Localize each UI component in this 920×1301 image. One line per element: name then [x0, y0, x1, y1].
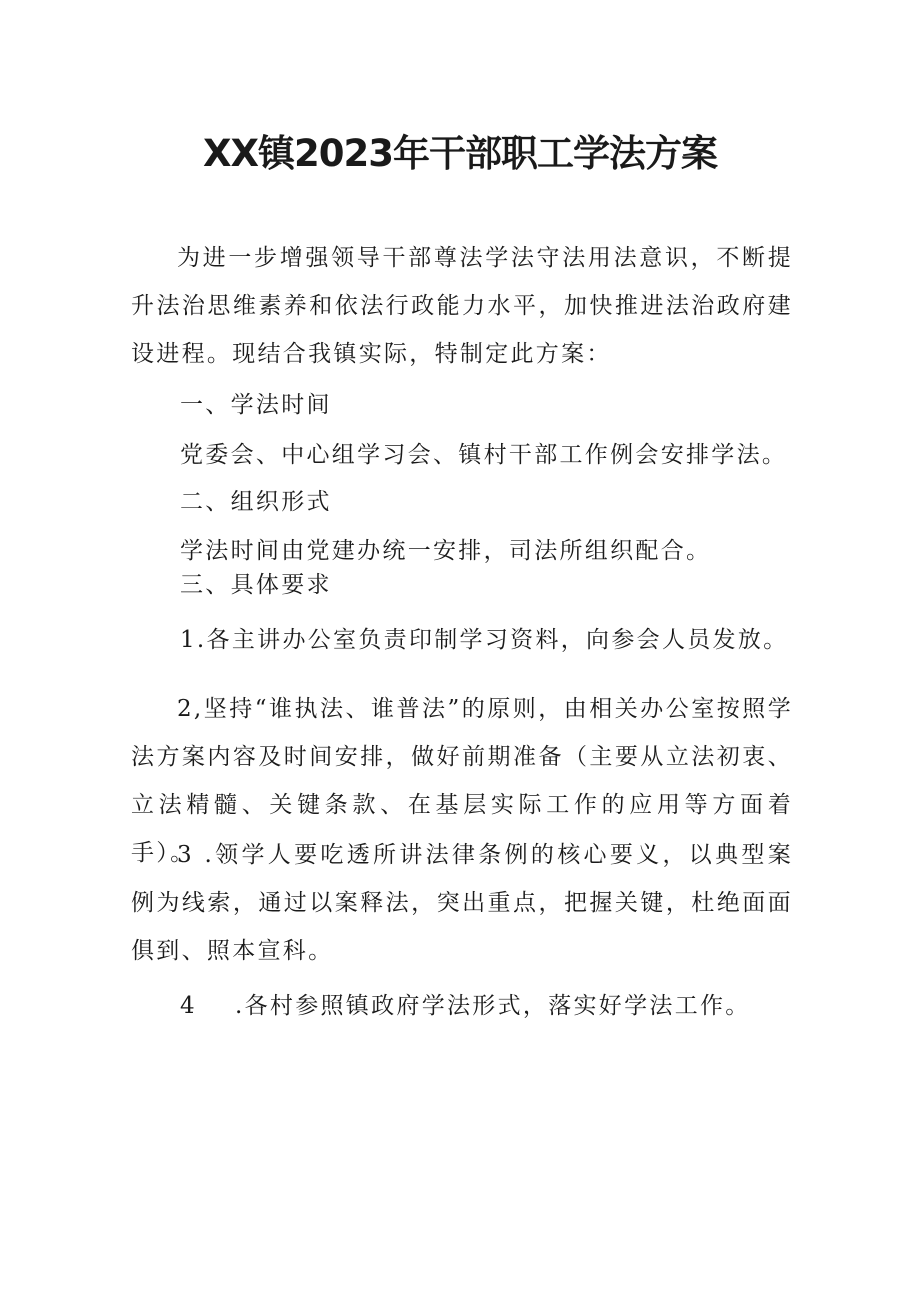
requirement-item-2: 2,坚持“谁执法、谁普法”的原则，由相关办公室按照学法方案内容及时间安排，做好前期准备（主要从立法初衷、立法精髓、关键条款、在基层实际工作的应用等方面着手）。 [131, 696, 793, 866]
requirement-item-4-text: .各村参照镇政府学法形式，落实好学法工作。 [235, 993, 751, 1019]
section-heading-time: 一、学法时间 [180, 392, 332, 418]
requirement-item-4-number: 4 [180, 993, 197, 1019]
requirement-item-3: 3 .领学人要吃透所讲法律条例的核心要义，以典型案例为线索，通过以案释法，突出重点，把握关键，杜绝面面俱到、照本宣科。 [131, 842, 793, 964]
document-title: XX镇2023年干部职工学法方案 [202, 132, 718, 175]
section-body-time: 党委会、中心组学习会、镇村干部工作例会安排学法。 [180, 442, 788, 468]
intro-paragraph: 为进一步增强领导干部尊法学法守法用法意识，不断提升法治思维素养和依法行政能力水平，加快推进法治政府建设进程。现结合我镇实际，特制定此方案： [131, 245, 793, 367]
requirement-item-4 [180, 982, 751, 1030]
section-heading-form: 二、组织形式 [180, 489, 332, 515]
requirement-item-1: 1.各主讲办公室负责印制学习资料，向参会人员发放。 [180, 627, 789, 653]
section-body-form: 学法时间由党建办统一安排，司法所组织配合。 [180, 538, 712, 564]
section-heading-requirements: 三、具体要求 [180, 572, 332, 598]
